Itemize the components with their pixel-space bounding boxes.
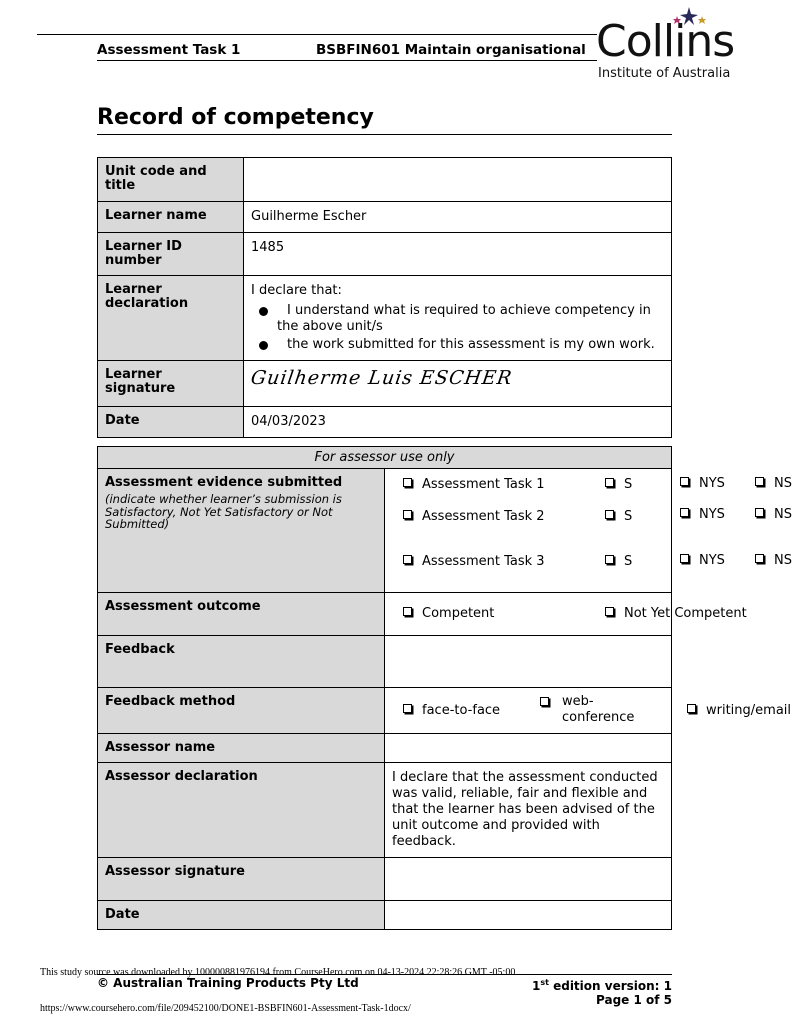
not-yet-competent-option[interactable]: Not Yet Competent [605,606,747,622]
header-task: Assessment Task 1 [97,42,241,58]
top-rule [37,34,597,35]
evidence-label: Assessment evidence submitted (indicate whether learner’s submission is Satisfactory, Not Yet Satisfactory or Not Submitted) [98,469,385,593]
checkbox-icon [403,704,412,713]
task-2-ns[interactable]: NS [755,507,792,523]
learner-id-label: Learner ID number [98,233,244,276]
checkbox-icon [680,508,689,517]
feedback-field[interactable] [385,636,672,688]
assessor-table [97,446,792,930]
learner-table [97,157,672,438]
task-3-ns[interactable]: NS [755,553,792,569]
task-1-ns[interactable]: NS [755,476,792,492]
logo-word: Collins [596,16,735,67]
assessor-date-label: Date [98,901,385,930]
task-1-option[interactable]: Assessment Task 1 [403,477,545,493]
outcome-options [385,593,747,636]
checkbox-icon [403,555,412,564]
web-conference-option[interactable]: web-conference [540,694,630,726]
handwritten-signature: Guilherme Luis ESCHER [249,367,514,389]
feedback-method-options [385,688,792,734]
assessor-name-field[interactable] [385,734,672,763]
checkbox-icon [755,477,764,486]
assessor-declaration-label: Assessor declaration [98,763,385,858]
learner-date-label: Date [98,407,244,438]
assessor-date-field[interactable] [385,901,672,930]
learner-declaration-label: Learner declaration [98,276,244,361]
feedback-method-label: Feedback method [98,688,385,734]
page-title: Record of competency [97,105,374,130]
learner-name-field[interactable]: Guilherme Escher [244,202,672,233]
learner-declaration [244,276,672,361]
assessor-signature-field[interactable] [385,858,672,901]
task-1-s[interactable]: S [605,477,632,493]
checkbox-icon [605,510,614,519]
assessor-name-label: Assessor name [98,734,385,763]
footer-rule [97,974,672,975]
checkbox-icon [680,554,689,563]
logo-subtitle: Institute of Australia [598,66,731,81]
source-url[interactable]: https://www.coursehero.com/file/209452100/DONE1-BSBFIN601-Assessment-Task-1docx/ [40,1003,411,1014]
checkbox-icon [605,555,614,564]
writing-email-option[interactable]: writing/email [687,703,791,719]
header-unit: BSBFIN601 Maintain organisational [316,42,586,58]
task-3-option[interactable]: Assessment Task 3 [403,554,545,570]
declaration-item: I understand what is required to achieve competency in the above unit/s [251,303,664,335]
checkbox-icon [687,704,696,713]
checkbox-icon [755,554,764,563]
assessor-declaration-text: I declare that the assessment conducted was valid, reliable, fair and flexible and that the learner has been advised of the unit outcome and provided with feedback. [385,763,672,858]
declaration-list [251,303,664,353]
source-line: This study source was downloaded by 100000881976194 from CourseHero.com on 04-13-2024 22:28:26 GMT -05:00 [40,967,516,978]
collins-logo [596,6,756,82]
task-3-nys[interactable]: NYS [680,553,725,569]
outcome-label: Assessment outcome [98,593,385,636]
assessor-signature-label: Assessor signature [98,858,385,901]
checkbox-icon [755,508,764,517]
title-rule [97,134,672,135]
footer-page: Page 1 of 5 [596,993,672,1007]
header-rule [97,60,597,61]
unit-code-field[interactable] [244,158,672,202]
task-2-nys[interactable]: NYS [680,507,725,523]
footer-copyright: © Australian Training Products Pty Ltd [97,976,359,990]
task-1-nys[interactable]: NYS [680,476,725,492]
competent-option[interactable]: Competent [403,606,494,622]
learner-id-field[interactable]: 1485 [244,233,672,276]
task-2-s[interactable]: S [605,509,632,525]
checkbox-icon [403,607,412,616]
feedback-label: Feedback [98,636,385,688]
bullet-icon [259,307,268,316]
checkbox-icon [403,510,412,519]
checkbox-icon [403,478,412,487]
unit-code-label: Unit code and title [98,158,244,202]
face-to-face-option[interactable]: face-to-face [403,703,500,719]
checkbox-icon [605,478,614,487]
footer-edition: 1st edition version: 1 Page 1 of 5 [531,978,672,1007]
bullet-icon [259,341,268,350]
learner-signature-label: Learner signature [98,361,244,407]
learner-signature-field[interactable] [244,361,672,407]
evidence-grid [385,469,792,593]
task-2-option[interactable]: Assessment Task 2 [403,509,545,525]
task-3-s[interactable]: S [605,554,632,570]
learner-date-field[interactable]: 04/03/2023 [244,407,672,438]
evidence-note: (indicate whether learner’s submission is Satisfactory, Not Yet Satisfactory or Not Submitted) [105,492,342,531]
declaration-intro: I declare that: [251,283,342,298]
checkbox-icon [540,697,549,706]
learner-name-label: Learner name [98,202,244,233]
checkbox-icon [680,477,689,486]
checkbox-icon [605,607,614,616]
assessor-use-heading: For assessor use only [98,447,672,469]
declaration-item: the work submitted for this assessment is my own work. [251,337,664,353]
